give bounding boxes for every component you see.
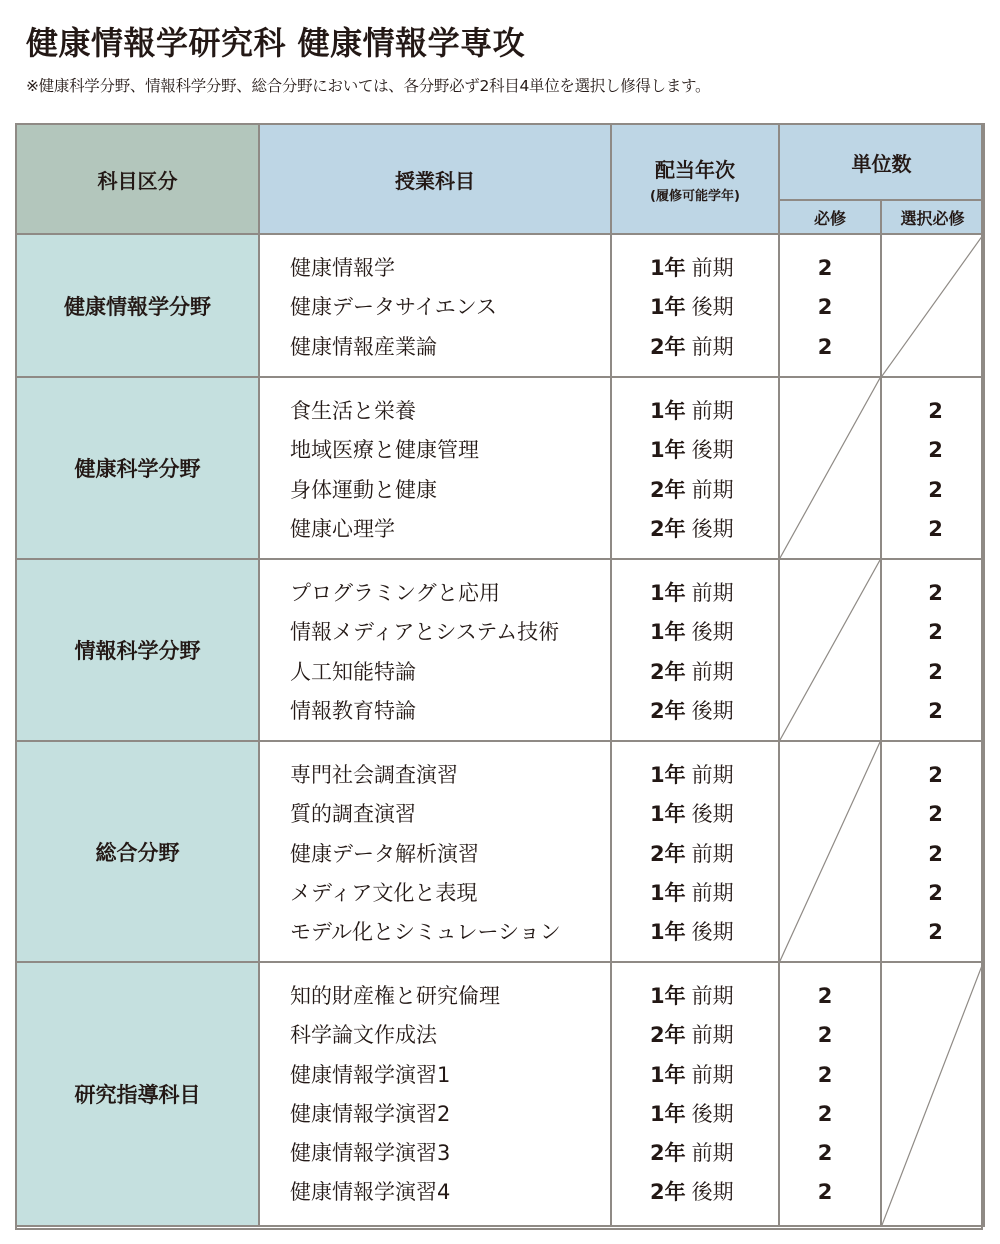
header-credits: 単位数 bbox=[779, 124, 984, 200]
subject-list bbox=[259, 741, 611, 962]
year-term bbox=[612, 1173, 778, 1212]
year-value: 2年 bbox=[650, 1180, 686, 1205]
subject-name: 健康情報学演習2 bbox=[290, 1101, 451, 1126]
year-list bbox=[611, 559, 779, 741]
term-value: 前期 bbox=[691, 477, 734, 502]
subject-name: 情報メディアとシステム技術 bbox=[290, 620, 560, 645]
subject-name: 質的調査演習 bbox=[290, 802, 416, 827]
year-value: 2年 bbox=[650, 516, 686, 541]
year-term bbox=[612, 288, 778, 327]
section-category: 研究指導科目 bbox=[16, 962, 259, 1226]
subject-name: 健康情報学演習1 bbox=[290, 1062, 451, 1087]
credit-value: 2 bbox=[928, 438, 943, 463]
year-term bbox=[612, 692, 778, 731]
header-elective: 選択必修 bbox=[881, 200, 984, 234]
page-note: ※健康科学分野、情報科学分野、総合分野においては、各分野必ず2科目4単位を選択し修得します。 bbox=[26, 77, 711, 95]
elective-credits bbox=[881, 377, 984, 559]
section-row bbox=[16, 377, 984, 559]
year-value: 1年 bbox=[650, 984, 686, 1008]
year-term bbox=[612, 1056, 778, 1095]
credit-value: 2 bbox=[817, 256, 833, 280]
year-value: 1年 bbox=[650, 581, 686, 605]
term-value: 前期 bbox=[691, 1141, 734, 1166]
credit-value: 2 bbox=[928, 841, 943, 866]
term-value: 後期 bbox=[691, 698, 734, 723]
subject-name: 科学論文作成法 bbox=[290, 1023, 437, 1048]
year-term bbox=[612, 431, 778, 470]
credit-value: 2 bbox=[928, 880, 943, 905]
elective-credits bbox=[881, 962, 984, 1226]
term-value: 前期 bbox=[691, 399, 734, 423]
credit-value: 2 bbox=[817, 1101, 833, 1126]
term-value: 前期 bbox=[691, 581, 734, 605]
subject-list bbox=[259, 234, 611, 377]
term-value: 後期 bbox=[691, 295, 734, 320]
required-credits bbox=[779, 377, 881, 559]
year-value: 1年 bbox=[650, 880, 686, 905]
credit-value: 2 bbox=[928, 620, 943, 645]
required-credits bbox=[779, 962, 881, 1226]
year-value: 1年 bbox=[650, 920, 686, 945]
term-value: 前期 bbox=[691, 763, 734, 787]
elective-credits bbox=[881, 559, 984, 741]
required-credits bbox=[779, 234, 881, 377]
credit-value: 2 bbox=[928, 802, 943, 827]
term-value: 後期 bbox=[691, 920, 734, 945]
subject-name: 地域医療と健康管理 bbox=[290, 438, 479, 463]
year-value: 2年 bbox=[650, 1141, 686, 1166]
year-term bbox=[612, 756, 778, 795]
year-term bbox=[612, 510, 778, 549]
term-value: 前期 bbox=[691, 1062, 734, 1087]
subject-name: 知的財産権と研究倫理 bbox=[290, 984, 500, 1008]
year-term bbox=[612, 392, 778, 431]
term-value: 後期 bbox=[691, 1180, 734, 1205]
credit-value: 2 bbox=[817, 334, 833, 359]
year-value: 1年 bbox=[650, 399, 686, 423]
subject-name: 人工知能特論 bbox=[290, 659, 416, 684]
term-value: 後期 bbox=[691, 516, 734, 541]
year-term bbox=[612, 471, 778, 510]
term-value: 後期 bbox=[691, 802, 734, 827]
year-term bbox=[612, 1016, 778, 1055]
year-value: 1年 bbox=[650, 295, 686, 320]
section-category: 健康情報学分野 bbox=[16, 234, 259, 377]
year-list bbox=[611, 377, 779, 559]
section-category: 総合分野 bbox=[16, 741, 259, 962]
subject-name: メディア文化と表現 bbox=[290, 880, 478, 905]
year-list bbox=[611, 741, 779, 962]
year-value: 1年 bbox=[650, 1101, 686, 1126]
credit-value: 2 bbox=[928, 516, 943, 541]
credit-value: 2 bbox=[928, 581, 943, 605]
year-term bbox=[612, 653, 778, 692]
year-value: 2年 bbox=[650, 477, 686, 502]
subject-list bbox=[259, 962, 611, 1226]
term-value: 前期 bbox=[691, 256, 734, 280]
subject-name: 健康データ解析演習 bbox=[290, 841, 479, 866]
credit-value: 2 bbox=[817, 984, 833, 1008]
term-value: 後期 bbox=[691, 438, 734, 463]
subject-name: 食生活と栄養 bbox=[290, 399, 416, 423]
credit-value: 2 bbox=[817, 1062, 833, 1087]
section-row bbox=[16, 962, 984, 1226]
credit-value: 2 bbox=[928, 763, 943, 787]
year-term bbox=[612, 613, 778, 652]
subject-name: 情報教育特論 bbox=[290, 698, 416, 723]
year-term bbox=[612, 874, 778, 913]
curriculum-table bbox=[15, 123, 983, 1230]
credit-value: 2 bbox=[817, 1023, 833, 1048]
section-row bbox=[16, 559, 984, 741]
term-value: 前期 bbox=[691, 841, 734, 866]
not-applicable-slash bbox=[780, 742, 880, 961]
credit-value: 2 bbox=[817, 295, 833, 320]
subject-name: プログラミングと応用 bbox=[290, 581, 500, 605]
year-term bbox=[612, 249, 778, 288]
subject-name: 専門社会調査演習 bbox=[290, 763, 458, 787]
subject-name: 健康心理学 bbox=[290, 516, 395, 541]
subject-list bbox=[259, 559, 611, 741]
credit-value: 2 bbox=[928, 399, 943, 423]
not-applicable-slash bbox=[780, 378, 880, 558]
term-value: 後期 bbox=[691, 620, 734, 645]
required-credits bbox=[779, 559, 881, 741]
year-term bbox=[612, 328, 778, 367]
header-year-main: 配当年次 bbox=[655, 158, 735, 182]
credit-value: 2 bbox=[817, 1180, 833, 1205]
page-title: 健康情報学研究科 健康情報学専攻 bbox=[26, 24, 526, 62]
subject-name: 健康情報学演習3 bbox=[290, 1141, 451, 1166]
credit-value: 2 bbox=[928, 698, 943, 723]
year-value: 2年 bbox=[650, 841, 686, 866]
header-year bbox=[611, 124, 779, 234]
section-category: 健康科学分野 bbox=[16, 377, 259, 559]
year-value: 1年 bbox=[650, 802, 686, 827]
credit-value: 2 bbox=[928, 477, 943, 502]
subject-list bbox=[259, 377, 611, 559]
term-value: 前期 bbox=[691, 984, 734, 1008]
elective-credits bbox=[881, 234, 984, 377]
year-value: 1年 bbox=[650, 763, 686, 787]
credit-value: 2 bbox=[928, 920, 943, 945]
term-value: 前期 bbox=[691, 659, 734, 684]
subject-name: 身体運動と健康 bbox=[290, 477, 437, 502]
year-value: 2年 bbox=[650, 659, 686, 684]
subject-name: 健康情報学 bbox=[290, 256, 395, 280]
section-row bbox=[16, 234, 984, 377]
year-list bbox=[611, 962, 779, 1226]
not-applicable-slash bbox=[780, 560, 880, 740]
year-term bbox=[612, 574, 778, 613]
term-value: 前期 bbox=[691, 1023, 734, 1048]
year-value: 1年 bbox=[650, 256, 686, 280]
term-value: 前期 bbox=[691, 334, 734, 359]
subject-name: モデル化とシミュレーション bbox=[290, 920, 561, 945]
term-value: 前期 bbox=[691, 880, 734, 905]
year-term bbox=[612, 1134, 778, 1173]
year-value: 1年 bbox=[650, 438, 686, 463]
year-value: 2年 bbox=[650, 698, 686, 723]
year-term bbox=[612, 977, 778, 1016]
year-value: 1年 bbox=[650, 1062, 686, 1087]
header-category: 科目区分 bbox=[16, 124, 259, 234]
header-year-sub: (履修可能学年) bbox=[650, 189, 740, 204]
section-category: 情報科学分野 bbox=[16, 559, 259, 741]
year-value: 2年 bbox=[650, 334, 686, 359]
year-list bbox=[611, 234, 779, 377]
header-required: 必修 bbox=[779, 200, 881, 234]
year-term bbox=[612, 1095, 778, 1134]
credit-value: 2 bbox=[928, 659, 943, 684]
subject-name: 健康データサイエンス bbox=[290, 295, 498, 320]
section-row bbox=[16, 741, 984, 962]
year-value: 1年 bbox=[650, 620, 686, 645]
term-value: 後期 bbox=[691, 1101, 734, 1126]
not-applicable-slash bbox=[882, 963, 983, 1225]
required-credits bbox=[779, 741, 881, 962]
subject-name: 健康情報産業論 bbox=[290, 334, 437, 359]
not-applicable-slash bbox=[882, 235, 983, 376]
year-value: 2年 bbox=[650, 1023, 686, 1048]
year-term bbox=[612, 795, 778, 834]
year-term bbox=[612, 913, 778, 952]
subject-name: 健康情報学演習4 bbox=[290, 1180, 451, 1205]
elective-credits bbox=[881, 741, 984, 962]
year-term bbox=[612, 835, 778, 874]
header-subject: 授業科目 bbox=[259, 124, 611, 234]
credit-value: 2 bbox=[817, 1141, 833, 1166]
